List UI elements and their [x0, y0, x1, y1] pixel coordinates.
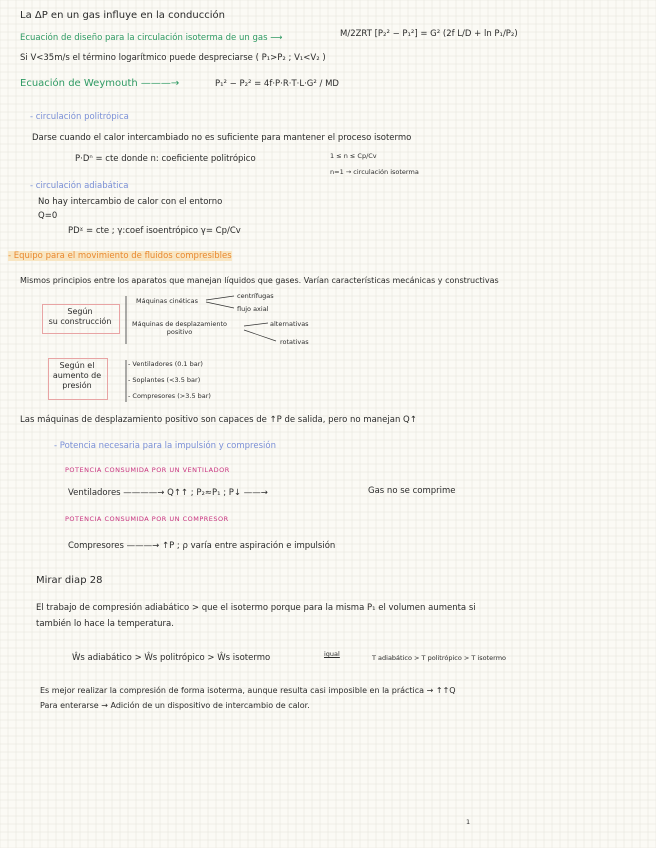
box-construccion-label: Según su construcción — [48, 307, 112, 326]
class-rotativas: rotativas — [280, 338, 309, 346]
arrow-desplazamiento — [244, 323, 276, 341]
text-line: La ΔP en un gas influye en la conducción — [20, 10, 225, 21]
text-line: Las máquinas de desplazamiento positivo son capaces de ↑P de salida, pero no manejan Q↑ — [20, 415, 417, 425]
class-alternativas: alternativas — [270, 320, 309, 328]
text-igual: igual — [324, 650, 340, 658]
formula-n-range: 1 ≤ n ≤ Cp/Cv — [330, 152, 377, 160]
text-mirar-diap: Mirar diap 28 — [36, 575, 103, 586]
text-compresores: Compresores ———→ ↑P ; ρ varía entre aspiración e impulsión — [68, 541, 336, 551]
class-desplazamiento: Máquinas de desplazamiento positivo — [132, 320, 227, 336]
class-soplantes: - Soplantes (<3.5 bar) — [128, 376, 201, 384]
text-line: El trabajo de compresión adiabático > que el isotermo porque para la misma P₁ el volumen aumenta si — [36, 603, 476, 613]
text-line: Q=0 — [38, 211, 58, 221]
heading-design-equation: Ecuación de diseño para la circulación isoterma de un gas ⟶ — [20, 33, 283, 43]
text-line: No hay intercambio de calor con el entorno — [38, 197, 223, 207]
text-line: Mismos principios entre los aparatos que manejan líquidos que gases. Varían características mecánicas y constructivas — [20, 276, 499, 285]
formula-isothermal: M/2ZRT [P₂² − P₁²] = G² (2f L/D + ln P₁/P₂) — [340, 29, 518, 39]
heading-potencia: - Potencia necesaria para la impulsión y compresión — [54, 441, 276, 451]
heading-compresor: POTENCIA CONSUMIDA POR UN COMPRESOR — [65, 515, 229, 523]
class-compresores: - Compresores (>3.5 bar) — [128, 392, 211, 400]
formula-temperaturas: T adiabático > T politrópico > T isotermo — [372, 654, 507, 662]
note-n-isoterma: n=1 → circulación isoterma — [330, 168, 419, 176]
heading-equipos: - Equipo para el movimiento de fluidos compresibles — [8, 251, 232, 261]
formula-adiabatica: PDˠ = cte ; γ:coef isoentrópico γ= Cp/Cv — [68, 226, 241, 236]
class-centrifugas: centrífugas — [237, 292, 274, 300]
class-flujo-axial: flujo axial — [237, 305, 269, 313]
text-gas-no-comprime: Gas no se comprime — [368, 486, 456, 496]
page-number: 1 — [466, 818, 471, 826]
text-line: Darse cuando el calor intercambiado no es suficiente para mantener el proceso isotermo — [32, 133, 412, 143]
box-presion-label: Según el aumento de presión — [52, 361, 102, 390]
heading-weymouth: Ecuación de Weymouth ———→ — [20, 78, 180, 89]
class-ventiladores: - Ventiladores (0.1 bar) — [128, 360, 203, 368]
class-cineticas: Máquinas cinéticas — [136, 297, 198, 305]
formula-weymouth: P₁² − P₂² = 4f·P·R·T·L·G² / MD — [215, 79, 339, 89]
text-line: también lo hace la temperatura. — [36, 619, 174, 629]
heading-politropica: - circulación politrópica — [30, 112, 129, 122]
heading-adiabatica: - circulación adiabática — [30, 181, 129, 191]
text-ventiladores: Ventiladores ————→ Q↑↑ ; P₂≈P₁ ; P↓ ——→ — [68, 488, 268, 498]
formula-politropica: P·Dⁿ = cte donde n: coeficiente politrópico — [75, 154, 256, 164]
formula-trabajos: Ŵs adiabático > Ŵs politrópico > Ŵs isotermo — [72, 653, 271, 663]
text-line: Es mejor realizar la compresión de forma isoterma, aunque resulta casi imposible en la práctica → ↑↑Q — [40, 686, 456, 695]
text-line: Para enterarse → Adición de un dispositivo de intercambio de calor. — [40, 701, 310, 710]
arrow-cineticas — [206, 296, 234, 308]
heading-ventilador: POTENCIA CONSUMIDA POR UN VENTILADOR — [65, 466, 230, 474]
text-line: Si V<35m/s el término logarítmico puede despreciarse ( P₁>P₂ ; V₁<V₂ ) — [20, 53, 326, 63]
